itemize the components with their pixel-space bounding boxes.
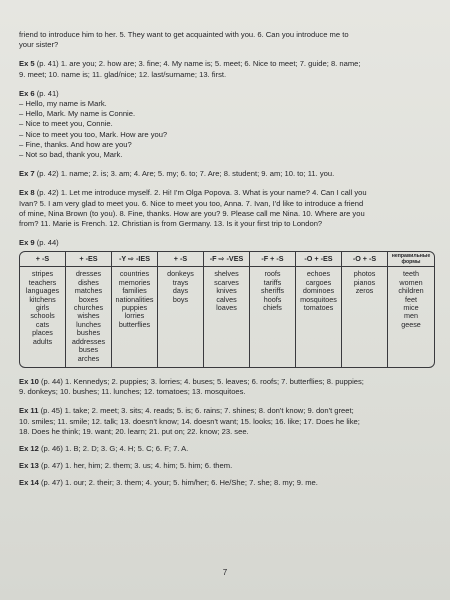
column-header: -Y ⇨ -IES xyxy=(112,252,158,267)
plural-word: teeth xyxy=(403,269,419,279)
column-header: -F ⇨ -VES xyxy=(204,252,250,267)
dialog-line: – Hello, my name is Mark. xyxy=(19,99,437,109)
plural-word: boys xyxy=(172,294,189,304)
plural-word: mosquitoes xyxy=(300,294,337,304)
plural-word: zeros xyxy=(355,286,374,296)
plural-word: boxes xyxy=(78,294,99,304)
plural-word: places xyxy=(32,328,53,338)
text-line: friend to introduce him to her. 5. They want to get acquainted with you. 6. Can you introduce me to xyxy=(19,30,349,39)
exercise-page-ref: (p. 42) xyxy=(36,169,59,179)
plural-word: women xyxy=(399,277,423,287)
plural-word: memories xyxy=(118,277,151,287)
exercise-page-ref: (p. 46) xyxy=(40,443,63,453)
plural-word: days xyxy=(172,286,189,296)
exercise-label: Ex 9 xyxy=(19,238,35,248)
exercise-label: Ex 7 xyxy=(19,169,35,179)
exercise-label: Ex 5 xyxy=(19,59,35,69)
plural-word: families xyxy=(122,286,147,296)
plural-word: men xyxy=(404,311,418,321)
answer-line: 18. Does he think; 19. want; 20. learn; 21. put on; 22. know; 23. see. xyxy=(19,426,249,436)
exercise-11 xyxy=(19,406,437,437)
plural-word: dresses xyxy=(75,269,102,279)
plural-word: feet xyxy=(405,294,417,304)
answer-line: 1. our; 2. their; 3. them; 4. your; 5. him/her; 6. He/She; 7. she; 8. my; 9. me. xyxy=(62,478,318,488)
table-cell xyxy=(342,267,388,366)
plural-word: children xyxy=(398,286,424,296)
plural-word: dominoes xyxy=(302,286,335,296)
table-cell xyxy=(204,267,250,366)
plural-word: pianos xyxy=(353,277,376,287)
dialog-line: – Fine, thanks. And how are you? xyxy=(19,140,437,150)
exercise-label: Ex 8 xyxy=(19,188,35,198)
column-header: + -ES xyxy=(66,252,112,267)
exercise-label: Ex 11 xyxy=(19,406,39,416)
exercise-10 xyxy=(19,377,437,397)
table-cell xyxy=(66,267,112,366)
plural-word: addresses xyxy=(71,336,106,346)
dialog-line: – Nice to meet you too, Mark. How are you? xyxy=(19,130,437,140)
column-header: -O + -S xyxy=(342,252,388,267)
answer-line: of mine, Nina Brown (to you). 8. Fine, thanks. How are you? 9. Please call me Nina. 10. Where are you xyxy=(19,208,365,218)
plural-word: sheriffs xyxy=(260,286,285,296)
plural-word: kitchens xyxy=(29,294,56,304)
dialog-list xyxy=(19,99,437,160)
dialog-line: – Hello, Mark. My name is Connie. xyxy=(19,109,437,119)
plural-word: tariffs xyxy=(263,277,282,287)
table-cell xyxy=(250,267,296,366)
answer-line: 1. Let me introduce myself. 2. Hi! I'm Olga Popova. 3. What is your name? 4. Can I call you xyxy=(58,188,367,198)
answer-line: 1. her, him; 2. them; 3. us; 4. him; 5. him; 6. them. xyxy=(62,461,233,471)
plural-word: dishes xyxy=(78,277,99,287)
plural-word: butterflies xyxy=(118,319,151,329)
plural-word: adults xyxy=(32,336,53,346)
answer-line: 1. Kennedys; 2. puppies; 3. lorries; 4. buses; 5. leaves; 6. roofs; 7. butterflies; 8. puppies; xyxy=(62,376,364,386)
exercise-page-ref: (p. 41) xyxy=(36,59,59,69)
exercise-page-ref: (p. 44) xyxy=(36,238,59,248)
exercise-page-ref: (p. 44) xyxy=(40,376,63,386)
exercise-label: Ex 6 xyxy=(19,88,35,98)
plural-word: mice xyxy=(403,303,419,313)
answer-line: 10. smiles; 11. smile; 12. talk; 13. doesn't know; 14. doesn't want; 15. looks; 16. like; 17. Does he like; xyxy=(19,416,360,426)
column-header: -O + -ES xyxy=(296,252,342,267)
exercise-label: Ex 10 xyxy=(19,376,39,386)
exercise-14 xyxy=(19,478,437,488)
column-header: + -S xyxy=(20,252,66,267)
plural-word: scarves xyxy=(214,277,239,287)
plural-word: lorries xyxy=(124,311,145,321)
table-cell xyxy=(296,267,342,366)
table-cell xyxy=(20,267,66,366)
continued-text xyxy=(19,30,437,50)
column-header: -F + -S xyxy=(250,252,296,267)
answer-line: from? 11. Marie is French. 12. Christian is from Germany. 13. Is it your first trip to London? xyxy=(19,219,323,229)
plural-word: hoofs xyxy=(263,294,282,304)
plural-word: calves xyxy=(216,294,237,304)
plural-word: nationalities xyxy=(115,294,154,304)
plural-word: churches xyxy=(73,303,104,313)
answer-key xyxy=(19,30,437,489)
plural-word: tomatoes xyxy=(303,303,334,313)
plural-word: trays xyxy=(172,277,189,287)
plural-word: teachers xyxy=(28,277,57,287)
page-number: 7 xyxy=(222,568,228,577)
table-cell xyxy=(388,267,434,366)
answer-line: 1. are you; 2. how are; 3. fine; 4. My name is; 5. meet; 6. Nice to meet; 7. guide; 8. name; xyxy=(58,59,361,69)
answer-line: 9. donkeys; 10. bushes; 11. lunches; 12. tomatoes; 13. mosquitoes. xyxy=(19,387,246,397)
plural-word: countries xyxy=(119,269,150,279)
plural-word: cargoes xyxy=(305,277,332,287)
plural-word: stripes xyxy=(31,269,54,279)
exercise-label: Ex 14 xyxy=(19,478,39,488)
exercise-page-ref: (p. 41) xyxy=(36,88,59,98)
plural-word: wishes xyxy=(77,311,100,321)
plural-word: arches xyxy=(77,353,100,363)
plural-word: schools xyxy=(30,311,55,321)
plural-word: lunches xyxy=(76,319,101,329)
plural-word: photos xyxy=(353,269,376,279)
dialog-line: – Nice to meet you, Connie. xyxy=(19,119,437,129)
exercise-label: Ex 12 xyxy=(19,443,39,453)
plural-word: roofs xyxy=(264,269,281,279)
answer-line: 1. B; 2. D; 3. G; 4. H; 5. C; 6. F; 7. A. xyxy=(62,443,189,453)
column-header: + -S xyxy=(158,252,204,267)
exercise-page-ref: (p. 42) xyxy=(36,188,59,198)
plural-word: girls xyxy=(35,303,50,313)
dialog-line: – Not so bad, thank you, Mark. xyxy=(19,150,437,160)
exercise-13 xyxy=(19,461,437,471)
text-line: your sister? xyxy=(19,40,59,50)
table-cell xyxy=(158,267,204,366)
exercise-8 xyxy=(19,188,437,229)
exercise-page-ref: (p. 47) xyxy=(40,461,63,471)
exercise-5 xyxy=(19,59,437,79)
exercise-page-ref: (p. 45) xyxy=(40,406,63,416)
plural-word: knives xyxy=(216,286,237,296)
plural-word: shelves xyxy=(214,269,239,279)
plural-word: donkeys xyxy=(167,269,194,279)
exercise-12 xyxy=(19,444,437,454)
plural-word: languages xyxy=(25,286,60,296)
table-row xyxy=(20,267,434,366)
answer-line: Ivan? 5. I am very glad to meet you. 6. Nice to meet you too, Anna. 7. Ivan, I'd like to introduce a friend xyxy=(19,198,364,208)
table-header-row xyxy=(20,252,434,267)
exercise-9-title xyxy=(19,238,437,248)
plural-word: echoes xyxy=(306,269,331,279)
plural-word: puppies xyxy=(121,303,148,313)
answer-line: 1. name; 2. is; 3. am; 4. Are; 5. my; 6. to; 7. Are; 8. student; 9. am; 10. to; 11. you. xyxy=(58,169,335,179)
exercise-label: Ex 13 xyxy=(19,461,39,471)
column-header: неправильные формы xyxy=(388,252,434,267)
plural-word: cats xyxy=(35,319,50,329)
exercise-7 xyxy=(19,169,437,179)
plural-word: matches xyxy=(74,286,103,296)
plural-word: loaves xyxy=(216,303,237,313)
exercise-page-ref: (p. 47) xyxy=(40,478,63,488)
plural-forms-table xyxy=(19,251,435,367)
plural-word: chiefs xyxy=(263,303,282,313)
table-cell xyxy=(112,267,158,366)
plural-word: buses xyxy=(78,345,99,355)
answer-line: 1. take; 2. meet; 3. sits; 4. reads; 5. is; 6. rains; 7. shines; 8. don't know; 9. don't greet; xyxy=(62,406,354,416)
answer-line: 9. meet; 10. name is; 11. glad/nice; 12. last/surname; 13. first. xyxy=(19,69,227,79)
exercise-6 xyxy=(19,89,437,160)
plural-word: bushes xyxy=(76,328,101,338)
plural-word: geese xyxy=(401,319,421,329)
